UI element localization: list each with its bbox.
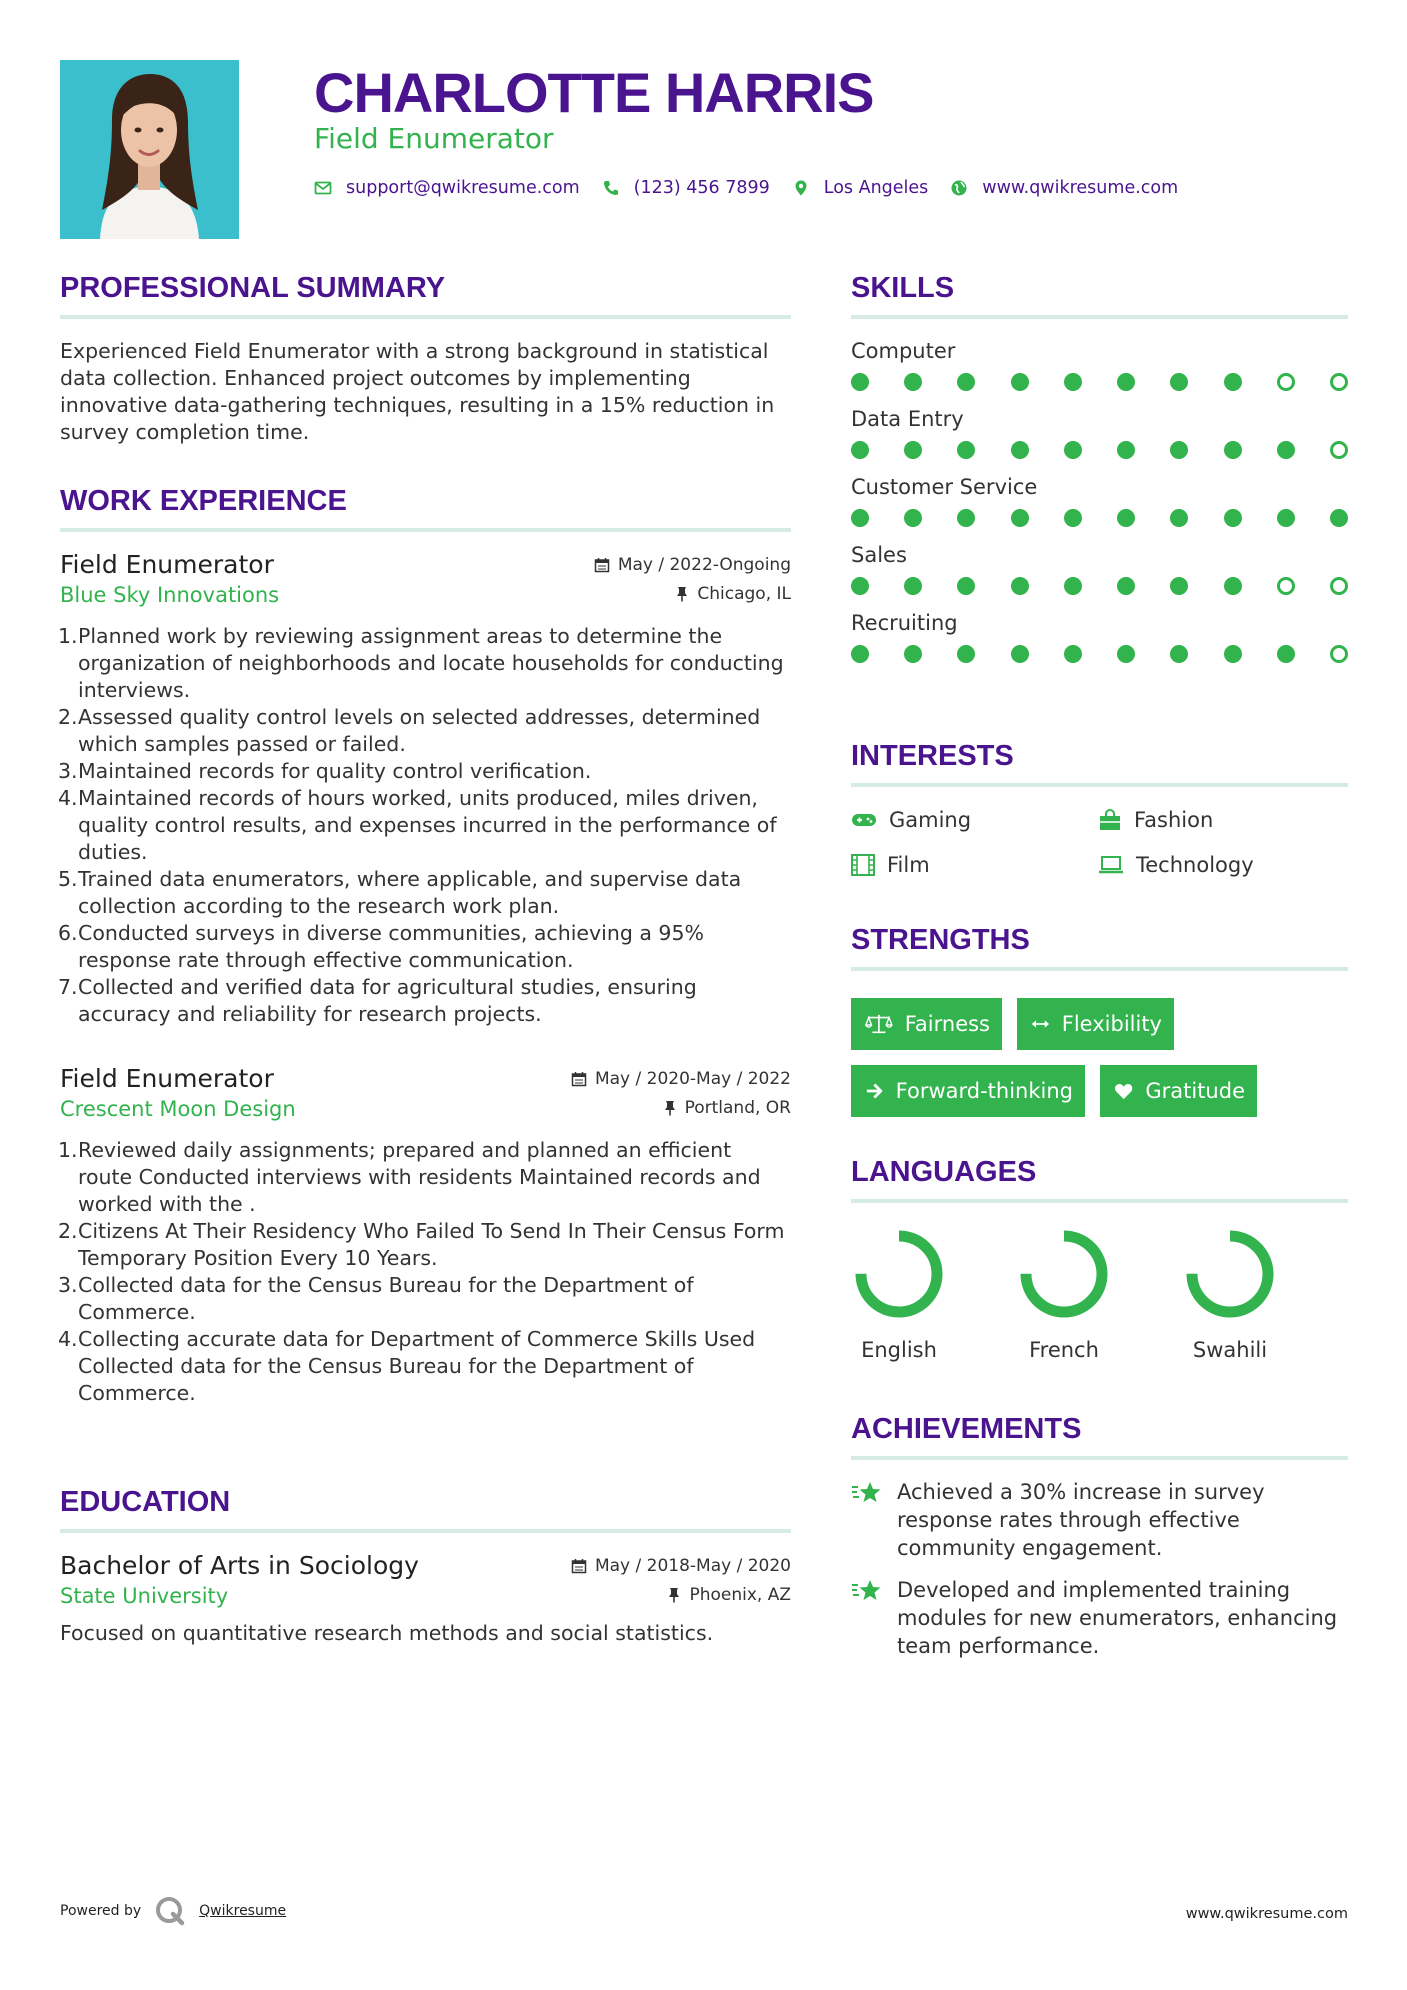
experience-heading: WORK EXPERIENCE [60, 485, 791, 532]
job-dates [571, 1069, 791, 1089]
interest-label: Technology [1136, 853, 1254, 877]
skills-section [851, 272, 1348, 663]
contact-phone[interactable]: (123) 456 7899 [633, 178, 770, 198]
interest-film [851, 853, 930, 877]
powered-by-label: Powered by [60, 1903, 142, 1919]
calendar-icon [594, 557, 610, 573]
language-name: Swahili [1192, 1338, 1268, 1362]
rating-dot-filled [1117, 373, 1135, 391]
rating-dot-filled [1224, 645, 1242, 663]
list-item: Collected data for the Census Bureau for the Department of Commerce. [78, 1273, 694, 1324]
arrows-horizontal-icon [1031, 1017, 1050, 1031]
rating-dot-filled [1224, 509, 1242, 527]
skill-item [851, 611, 1348, 663]
interests-heading: INTERESTS [851, 740, 1348, 787]
language-gauge [851, 1226, 947, 1322]
language-gauge [1182, 1226, 1278, 1322]
avatar [60, 60, 239, 239]
rating-dot-filled [1277, 509, 1295, 527]
list-item: Citizens At Their Residency Who Failed To Send In Their Census Form Temporary Position Every 10 Years. [78, 1219, 785, 1270]
summary-text: Experienced Field Enumerator with a strong background in statistical data collection. Enhanced project outcomes by implementing innovative data-gathering techniques, resulting in a 15% reduction in survey completion time. [60, 339, 775, 444]
rating-dot-filled [1064, 373, 1082, 391]
calendar-icon [571, 1558, 587, 1574]
skill-item [851, 339, 1348, 391]
skills-list [851, 339, 1348, 663]
strengths-heading: STRENGTHS [851, 924, 1348, 971]
education-location [667, 1585, 791, 1605]
award-star-icon [851, 1480, 883, 1506]
rating-dot-filled [1117, 509, 1135, 527]
achievements-section [851, 1413, 1348, 1460]
job-dates-text: May / 2022-Ongoing [617, 555, 791, 575]
rating-dot-empty [1330, 645, 1348, 663]
education-location-text: Phoenix, AZ [689, 1585, 791, 1605]
rating-dot-filled [1170, 441, 1188, 459]
pin-icon [663, 1100, 677, 1116]
achievement-item [851, 1478, 1348, 1562]
summary-heading: PROFESSIONAL SUMMARY [60, 272, 791, 319]
heart-icon [1114, 1080, 1133, 1102]
rating-dot-empty [1277, 577, 1295, 595]
education-heading: EDUCATION [60, 1486, 791, 1533]
award-star-icon [851, 1578, 883, 1604]
rating-dot-filled [904, 509, 922, 527]
strength-badge-gratitude [1100, 1065, 1257, 1117]
rating-dot-filled [1011, 373, 1029, 391]
job-entry [60, 1064, 791, 1407]
job-duties [60, 1137, 791, 1407]
rating-dot-filled [1117, 441, 1135, 459]
rating-dot-empty [1277, 373, 1295, 391]
contact-bar [314, 178, 1200, 198]
rating-dot-filled [1224, 373, 1242, 391]
globe-icon [950, 179, 968, 197]
rating-dot-filled [1170, 509, 1188, 527]
list-item: Assessed quality control levels on selected addresses, determined which samples passed or failed. [78, 705, 761, 756]
rating-dot-filled [957, 509, 975, 527]
interest-label: Fashion [1134, 808, 1214, 832]
skill-rating [851, 373, 1348, 391]
list-item: Planned work by reviewing assignment areas to determine the organization of neighborhoods and locate households for conducting interviews. [78, 624, 784, 702]
rating-dot-filled [904, 577, 922, 595]
experience-section [60, 485, 791, 1407]
footer-website[interactable]: www.qwikresume.com [1185, 1906, 1348, 1922]
summary-section [60, 272, 791, 446]
strength-badge-forward-thinking [851, 1065, 1085, 1117]
job-dates-text: May / 2020-May / 2022 [594, 1069, 791, 1089]
rating-dot-filled [1277, 645, 1295, 663]
arrow-right-icon [865, 1081, 884, 1101]
interests-section [851, 740, 1348, 787]
contact-location: Los Angeles [823, 178, 929, 198]
strength-badge-flexibility [1017, 998, 1174, 1050]
degree-title: Bachelor of Arts in Sociology [60, 1551, 419, 1580]
rating-dot-filled [1064, 509, 1082, 527]
skill-item [851, 475, 1348, 527]
education-dates [571, 1556, 791, 1576]
rating-dot-filled [851, 577, 869, 595]
achievement-text: Developed and implemented training modules for new enumerators, enhancing team performance. [897, 1578, 1338, 1658]
rating-dot-filled [1064, 441, 1082, 459]
job-company: Crescent Moon Design [60, 1097, 296, 1121]
map-marker-icon [792, 179, 810, 197]
rating-dot-filled [851, 373, 869, 391]
list-item: Conducted surveys in diverse communities, achieving a 95% response rate through effective communication. [78, 921, 704, 972]
shopping-bag-icon [1098, 809, 1122, 831]
rating-dot-filled [1011, 645, 1029, 663]
skill-rating [851, 645, 1348, 663]
list-item: Trained data enumerators, where applicable, and supervise data collection according to the research work plan. [78, 867, 742, 918]
education-section [60, 1486, 791, 1647]
strength-label: Gratitude [1145, 1079, 1245, 1103]
rating-dot-filled [1224, 441, 1242, 459]
job-company: Blue Sky Innovations [60, 583, 280, 607]
list-item: Reviewed daily assignments; prepared and planned an efficient route Conducted interviews with residents Maintained records and worked with the . [78, 1138, 761, 1216]
contact-email[interactable]: support@qwikresume.com [346, 178, 580, 198]
rating-dot-filled [1064, 577, 1082, 595]
rating-dot-filled [1170, 645, 1188, 663]
skill-rating [851, 577, 1348, 595]
achievements-heading: ACHIEVEMENTS [851, 1413, 1348, 1460]
skill-name: Recruiting [851, 611, 958, 635]
languages-heading: LANGUAGES [851, 1156, 1348, 1203]
balance-scale-icon [865, 1012, 893, 1036]
skill-name: Customer Service [851, 475, 1038, 499]
candidate-title: Field Enumerator [314, 122, 554, 155]
achievement-item [851, 1576, 1348, 1660]
strengths-section [851, 924, 1348, 971]
skill-name: Data Entry [851, 407, 964, 431]
rating-dot-filled [1011, 577, 1029, 595]
rating-dot-filled [1170, 373, 1188, 391]
rating-dot-filled [904, 441, 922, 459]
gamepad-icon [851, 811, 877, 829]
skill-name: Computer [851, 339, 956, 363]
list-item: Maintained records of hours worked, units produced, miles driven, quality control results, and expenses incurred in the performance of duties. [78, 786, 777, 864]
language-level-arc [861, 1236, 937, 1312]
pin-icon [675, 586, 689, 602]
list-item: Collected and verified data for agricultural studies, ensuring accuracy and reliability for research projects. [78, 975, 697, 1026]
footer-powered-by [60, 1896, 286, 1926]
rating-dot-filled [1224, 577, 1242, 595]
job-duties [60, 623, 791, 1028]
skill-rating [851, 509, 1348, 527]
rating-dot-filled [1011, 509, 1029, 527]
candidate-name: CHARLOTTE HARRIS [314, 61, 874, 124]
rating-dot-filled [957, 373, 975, 391]
language-item [839, 1226, 959, 1362]
language-level-arc [1192, 1236, 1268, 1312]
job-title: Field Enumerator [60, 1064, 274, 1093]
job-location-text: Chicago, IL [697, 584, 791, 604]
achievement-text: Achieved a 30% increase in survey response rates through effective community engagement. [897, 1480, 1265, 1560]
rating-dot-filled [1277, 441, 1295, 459]
film-icon [851, 854, 875, 876]
rating-dot-filled [904, 645, 922, 663]
rating-dot-filled [1064, 645, 1082, 663]
qwikresume-link[interactable]: Qwikresume [199, 1903, 287, 1919]
rating-dot-filled [851, 645, 869, 663]
rating-dot-filled [1170, 577, 1188, 595]
skill-name: Sales [851, 543, 907, 567]
strength-badge-fairness [851, 998, 1002, 1050]
interest-label: Gaming [889, 808, 972, 832]
rating-dot-filled [851, 441, 869, 459]
envelope-icon [314, 179, 332, 197]
rating-dot-filled [957, 441, 975, 459]
education-description: Focused on quantitative research methods and social statistics. [60, 1621, 714, 1645]
rating-dot-filled [851, 509, 869, 527]
job-dates [594, 555, 791, 575]
phone-icon [602, 179, 620, 197]
rating-dot-filled [904, 373, 922, 391]
strength-label: Flexibility [1061, 1012, 1162, 1036]
job-location [663, 1098, 791, 1118]
language-gauge [1016, 1226, 1112, 1322]
job-location [675, 584, 791, 604]
rating-dot-filled [1117, 645, 1135, 663]
job-location-text: Portland, OR [684, 1098, 791, 1118]
rating-dot-filled [957, 577, 975, 595]
languages-section [851, 1156, 1348, 1203]
language-name: French [1029, 1338, 1099, 1362]
rating-dot-empty [1330, 441, 1348, 459]
calendar-icon [571, 1071, 587, 1087]
rating-dot-filled [957, 645, 975, 663]
interest-fashion [1098, 808, 1213, 832]
list-item: Collecting accurate data for Department of Commerce Skills Used Collected data for the Census Bureau for the Department of Commerce. [78, 1327, 756, 1405]
contact-website[interactable]: www.qwikresume.com [982, 178, 1179, 198]
rating-dot-empty [1330, 577, 1348, 595]
interest-label: Film [887, 853, 930, 877]
laptop-icon [1098, 855, 1124, 875]
rating-dot-filled [1330, 509, 1348, 527]
rating-dot-filled [1011, 441, 1029, 459]
education-dates-text: May / 2018-May / 2020 [594, 1556, 791, 1576]
rating-dot-empty [1330, 373, 1348, 391]
job-title: Field Enumerator [60, 550, 274, 579]
interest-gaming [851, 808, 971, 832]
language-level-arc [1026, 1236, 1102, 1312]
strength-label: Fairness [904, 1012, 990, 1036]
school-name: State University [60, 1584, 229, 1608]
skill-rating [851, 441, 1348, 459]
pin-icon [667, 1587, 681, 1603]
list-item: Maintained records for quality control verification. [78, 759, 592, 783]
skill-item [851, 407, 1348, 459]
strength-label: Forward-thinking [895, 1079, 1073, 1103]
profile-photo [60, 60, 239, 239]
skills-heading: SKILLS [851, 272, 1348, 319]
interest-technology [1098, 853, 1254, 877]
language-item [1004, 1226, 1124, 1362]
language-name: English [861, 1338, 937, 1362]
qwikresume-logo-icon [155, 1896, 185, 1926]
job-entry [60, 550, 791, 1028]
skill-item [851, 543, 1348, 595]
rating-dot-filled [1117, 577, 1135, 595]
language-item [1170, 1226, 1290, 1362]
